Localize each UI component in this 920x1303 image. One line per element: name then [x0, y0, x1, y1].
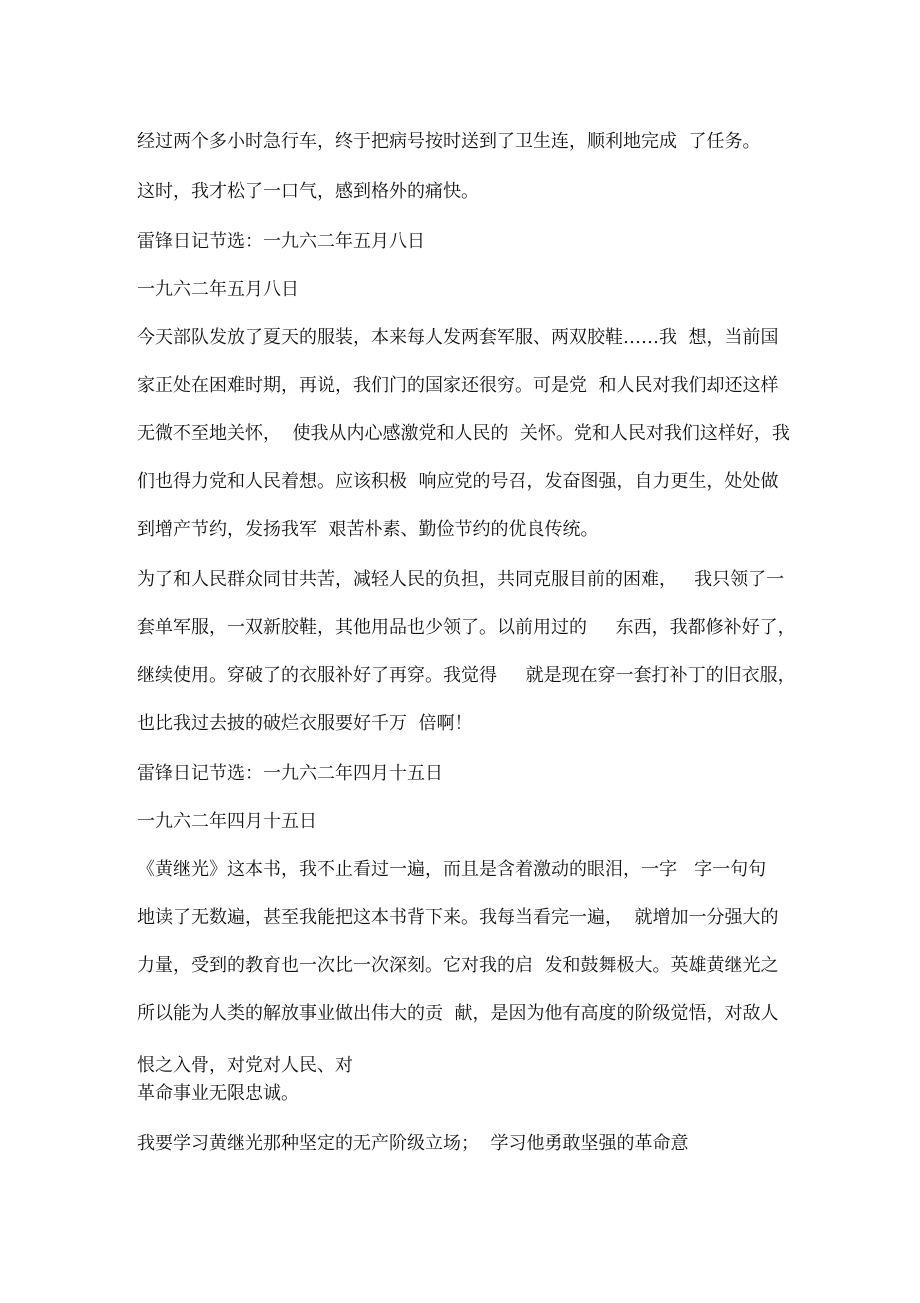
- paragraph-line: 这时，我才松了一口气，感到格外的痛快。: [137, 181, 479, 202]
- paragraph-line: 继续使用。穿破了的衣服补好了再穿。我觉得 就是现在穿一套打补丁的旧衣服，: [137, 665, 796, 686]
- paragraph-line: 无微不至地关怀， 使我从内心感激党和人民的 关怀。党和人民对我们这样好，我: [137, 423, 790, 444]
- paragraph-line: 革命事业无限忠诚。: [137, 1083, 299, 1104]
- paragraph-line: 们也得力党和人民着想。应该积极 响应党的号召，发奋图强，自力更生，处处做: [137, 471, 779, 492]
- paragraph-line: 恨之入骨，对党对人民、对: [137, 1055, 353, 1076]
- paragraph-line: 也比我过去披的破烂衣服要好千万 倍啊！: [137, 713, 473, 734]
- paragraph-line: 所以能为人类的解放事业做出伟大的贡 献，是因为他有高度的阶级觉悟，对敌人: [137, 1003, 779, 1024]
- paragraph-line: 经过两个多小时急行车，终于把病号按时送到了卫生连，顺利地完成 了任务。: [137, 131, 761, 152]
- paragraph-line: 力量，受到的教育也一次比一次深刻。它对我的启 发和鼓舞极大。英雄黄继光之: [137, 955, 779, 976]
- paragraph-line: 套单军服，一双新胶鞋，其他用品也少领了。以前用过的 东西，我都修补好了，: [137, 617, 796, 638]
- paragraph-line: 今天部队发放了夏天的服装，本来每人发两套军服、两双胶鞋……我 想，当前国: [137, 327, 779, 348]
- paragraph-line: 《黄继光》这本书，我不止看过一遍，而且是含着激动的眼泪，一字 字一句句: [137, 859, 767, 880]
- paragraph-line: 我要学习黄继光那种坚定的无产阶级立场； 学习他勇敢坚强的革命意: [137, 1133, 689, 1154]
- section-heading: 雷锋日记节选：一九六二年五月八日: [137, 231, 425, 252]
- paragraph-line: 到增产节约，发扬我军 艰苦朴素、勤俭节约的优良传统。: [137, 519, 599, 540]
- diary-date: 一九六二年五月八日: [137, 279, 299, 300]
- paragraph-line: 地读了无数遍，甚至我能把这本书背下来。我每当看完一遍， 就增加一分强大的: [137, 907, 779, 928]
- diary-date: 一九六二年四月十五日: [137, 811, 317, 832]
- paragraph-line: 为了和人民群众同甘共苦，减轻人民的负担，共同克服目前的困难， 我只领了一: [137, 569, 785, 590]
- paragraph-line: 家正处在困难时期，再说，我们门的国家还很穷。可是党 和人民对我们却还这样: [137, 375, 779, 396]
- section-heading: 雷锋日记节选：一九六二年四月十五日: [137, 763, 443, 784]
